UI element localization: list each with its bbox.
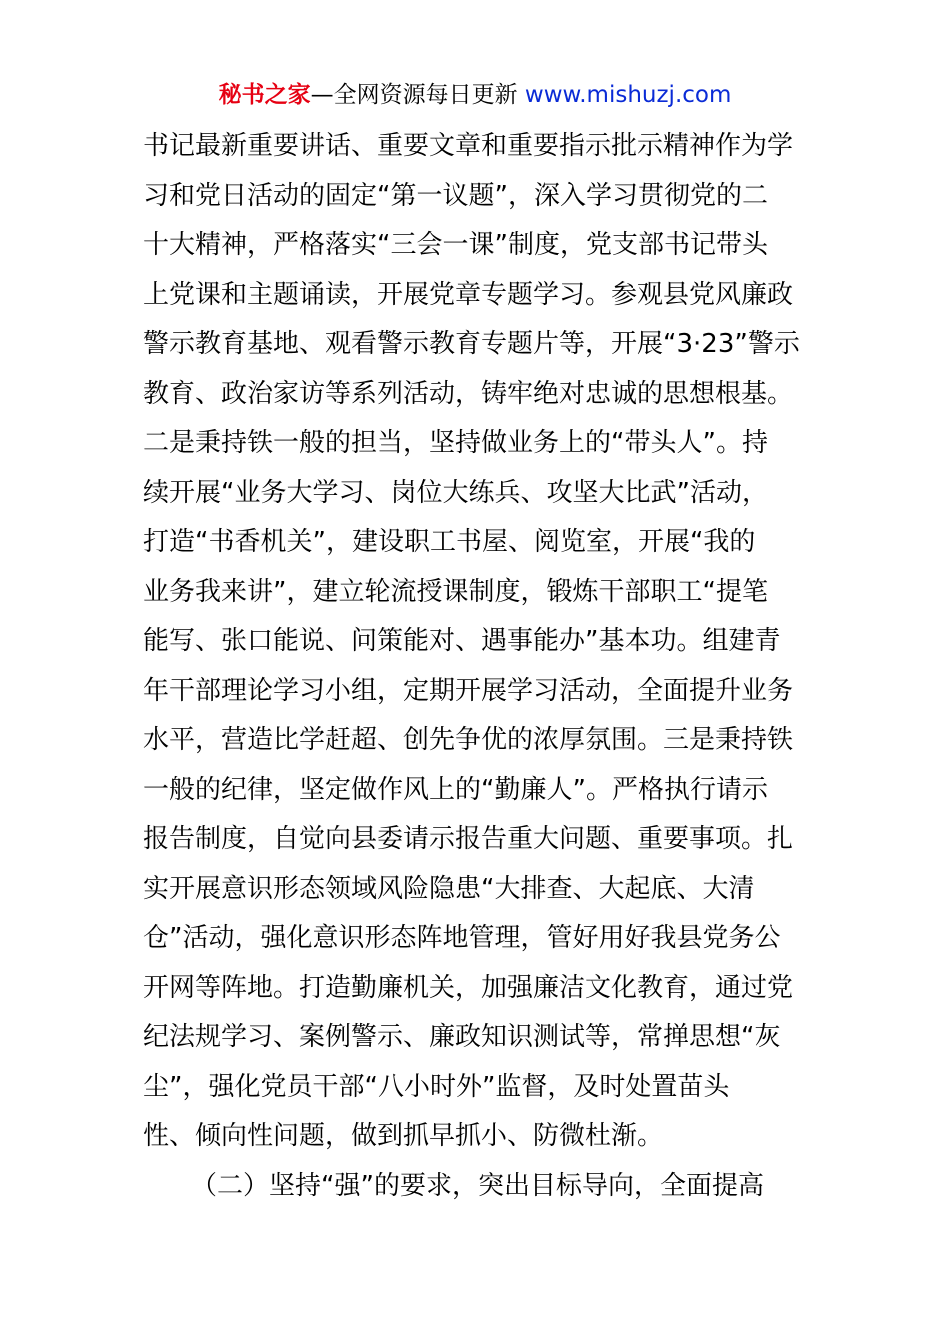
text-line: 打造“书香机关”，建设职工书屋、阅览室，开展“我的 — [143, 527, 756, 557]
text-line: 尘”，强化党员干部“八小时外”监督，及时处置苗头 — [143, 1071, 730, 1102]
site-link[interactable]: www.mishuzj.com — [524, 82, 732, 108]
text-line: 纪法规学习、案例警示、廉政知识测试等，常掸思想“灰 — [143, 1022, 781, 1052]
document-body — [143, 122, 813, 1211]
text-line: 性、倾向性问题，做到抓早抓小、防微杜渐。 — [143, 1121, 664, 1151]
text-line: 年干部理论学习小组，定期开展学习活动，全面提升业务 — [143, 675, 794, 706]
text-line: 习和党日活动的固定“第一议题”，深入学习贯彻党的二 — [143, 180, 768, 211]
text-line: 二是秉持铁一般的担当，坚持做业务上的“带头人”。持 — [143, 428, 768, 458]
text-line: 书记最新重要讲话、重要文章和重要指示批示精神作为学 — [143, 131, 794, 161]
text-line: 续开展“业务大学习、岗位大练兵、攻坚大比武”活动， — [143, 477, 768, 508]
header-tagline: —全网资源每日更新 — [310, 82, 518, 108]
text-line: 报告制度，自觉向县委请示报告重大问题、重要事项。扎 — [143, 824, 794, 854]
text-line: 一般的纪律，坚定做作风上的“勤廉人”。严格执行请示 — [143, 774, 768, 805]
brand-name: 秘书之家 — [218, 82, 311, 108]
text-line: 仓”活动，强化意识形态阵地管理，管好用好我县党务公 — [143, 923, 781, 953]
text-line: 开网等阵地。打造勤廉机关，加强廉洁文化教育，通过党 — [143, 972, 794, 1003]
text-line: 十大精神，严格落实“三会一课”制度，党支部书记带头 — [143, 230, 768, 260]
text-line: 水平，营造比学赶超、创先争优的浓厚氛围。三是秉持铁 — [143, 725, 794, 755]
text-line: 实开展意识形态领域风险隐患“大排查、大起底、大清 — [143, 873, 755, 904]
section-heading-line: （二）坚持“强”的要求，突出目标导向，全面提高 — [191, 1170, 764, 1201]
text-line: 能写、张口能说、问策能对、遇事能办”基本功。组建青 — [143, 626, 781, 656]
text-line: 教育、政治家访等系列活动，铸牢绝对忠诚的思想根基。 — [143, 378, 794, 409]
text-line: 上党课和主题诵读，开展党章专题学习。参观县党风廉政 — [143, 279, 794, 310]
site-header — [0, 78, 950, 112]
text-line: 警示教育基地、观看警示教育专题片等，开展“3·23”警示 — [143, 329, 800, 359]
text-line: 业务我来讲”，建立轮流授课制度，锻炼干部职工“提笔 — [143, 576, 768, 607]
